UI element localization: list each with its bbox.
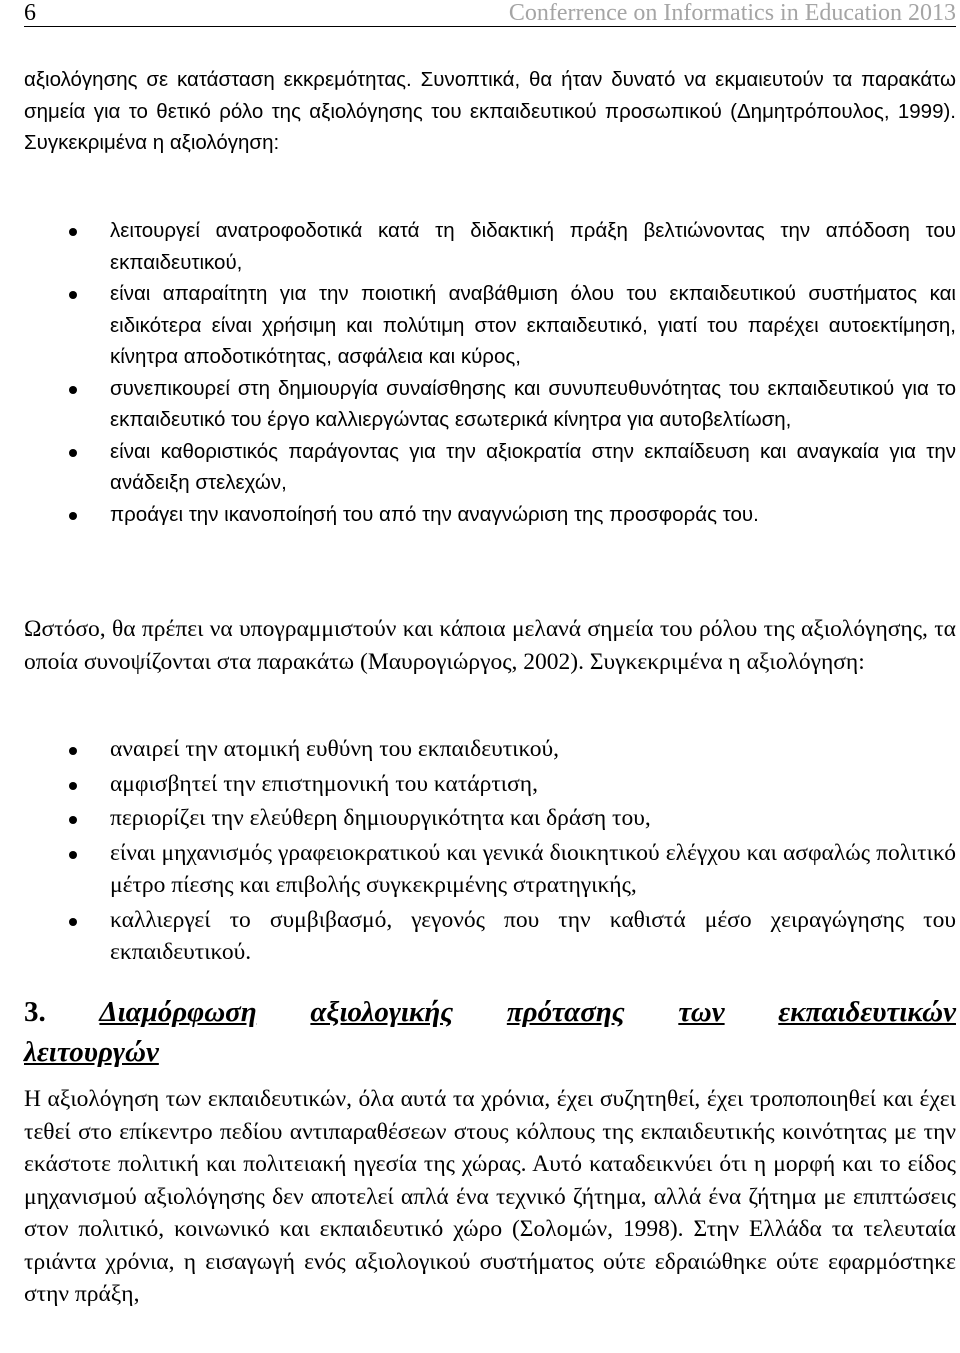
section-heading <box>24 992 956 1072</box>
list-item <box>24 768 956 801</box>
bullet-icon <box>69 747 77 755</box>
list-item-text: αμφισβητεί την επιστημονική του κατάρτιση, <box>110 770 538 797</box>
list-item-text: προάγει την ικανοποίησή του από την αναγνώριση της προσφοράς του. <box>110 502 759 526</box>
list-item <box>24 215 956 278</box>
list-item-text: είναι μηχανισμός γραφειοκρατικού και γενικά διοικητικού ελέγχου και ασφαλώς πολιτικό μέτρο πίεσης και επιβολής συγκεκριμένης στρατηγικής, <box>110 839 956 898</box>
list-item <box>24 904 956 969</box>
list-item <box>24 733 956 766</box>
list-item <box>24 373 956 436</box>
section-heading-line-2 <box>24 1032 956 1072</box>
section-title-word: Διαμόρφωση <box>99 996 257 1028</box>
list-item-text: είναι απαραίτητη για την ποιοτική αναβάθμιση όλου του εκπαιδευτικού συστήματος και ειδικότερα είναι χρήσιμη και πολύτιμη στον εκπαιδευτικό, γιατί του παρέχει αυτοεκτίμηση, κίνητρα αποδοτικότητας, ασφάλεια και κύρος, <box>110 282 956 368</box>
list-item <box>24 499 956 531</box>
negative-points-list <box>24 733 956 971</box>
section-title-word: αξιολογικής <box>310 996 454 1028</box>
section-title-word: λειτουργών <box>24 1036 159 1068</box>
section-heading-line-1 <box>24 992 956 1032</box>
list-item-text: συνεπικουρεί στη δημιουργία συναίσθησης και συνυπευθυνότητας του εκπαιδευτικού για το εκπαιδευτικό του έργο καλλιεργώντας εσωτερικά κίνητρα για αυτοβελτίωση, <box>110 376 956 431</box>
page-number: 6 <box>24 0 36 26</box>
positive-points-list <box>24 215 956 530</box>
list-item <box>24 436 956 499</box>
intro-paragraph: αξιολόγησης σε κατάσταση εκκρεμότητας. Συνοπτικά, θα ήταν δυνατό να εκμαιευτούν τα παρακάτω σημεία για το θετικό ρόλο της αξιολόγησης του εκπαιδευτικού προσωπικού (Δημητρόπουλος, 1999). Συγκεκριμένα η αξιολόγηση: <box>24 68 956 154</box>
section-paragraph: Η αξιολόγηση των εκπαιδευτικών, όλα αυτά τα χρόνια, έχει συζητηθεί, έχει τροποποιηθεί και έχει τεθεί στο επίκεντρο πεδίου αντιπαραθέσεων στους κόλπους της εκπαιδευτικής κοινότητας με την εκάστοτε πολιτική και πολιτειακή ηγεσία της χώρας. Αυτό καταδεικνύει ότι η μορφή και το είδος μηχανισμού αξιολόγησης δεν αποτελεί απλά ένα τεχνικό ζήτημα, αλλά ένα ζήτημα με επιπτώσεις στον πολιτικό, κοινωνικό και εκπαιδευτικό χώρο (Σολομών, 1998). Στην Ελλάδα τα τελευταία τριάντα χρόνια, η εισαγωγή ενός αξιολογικού συστήματος ούτε εδραιώθηκε ούτε εφαρμόστηκε στην πράξη, <box>24 1086 956 1307</box>
list-item <box>24 837 956 902</box>
bullet-icon <box>69 782 77 790</box>
bullet-icon <box>69 228 77 236</box>
bullet-icon <box>69 512 77 520</box>
section-title-word: εκπαιδευτικών <box>778 996 956 1028</box>
running-title: Conferrence on Informatics in Education 2013 <box>508 0 956 26</box>
bullet-icon <box>69 449 77 457</box>
bullet-icon <box>69 816 77 824</box>
section-number: 3. <box>24 996 46 1028</box>
list-item-text: λειτουργεί ανατροφοδοτικά κατά τη διδακτική πράξη βελτιώνοντας την απόδοση του εκπαιδευτικού, <box>110 219 956 274</box>
bullet-icon <box>69 386 77 394</box>
list-item-text: είναι καθοριστικός παράγοντας για την αξιοκρατία στην εκπαίδευση και αναγκαία για την ανάδειξη στελεχών, <box>110 439 956 494</box>
list-item-text: περιορίζει την ελεύθερη δημιουργικότητα και δράση του, <box>110 805 651 831</box>
negative-intro-paragraph: Ωστόσο, θα πρέπει να υπογραμμιστούν και κάποια μελανά σημεία του ρόλου της αξιολόγησης, τα οποία συνοψίζονται στα παρακάτω (Μαυρογιώργος, 2002). Συγκεκριμένα η αξιολόγηση: <box>24 616 956 675</box>
list-item <box>24 278 956 373</box>
document-page <box>24 0 956 1307</box>
list-item-text: καλλιεργεί το συμβιβασμό, γεγονός που την καθιστά μέσο χειραγώγησης του εκπαιδευτικού. <box>110 906 956 965</box>
list-item <box>24 802 956 835</box>
page-header <box>24 0 956 27</box>
bullet-icon <box>69 851 77 859</box>
bullet-icon <box>69 918 77 926</box>
list-item-text: αναιρεί την ατομική ευθύνη του εκπαιδευτικού, <box>110 736 560 762</box>
section-title-word: πρότασης <box>506 996 625 1028</box>
bullet-icon <box>69 291 77 299</box>
section-title-word: των <box>678 996 725 1028</box>
